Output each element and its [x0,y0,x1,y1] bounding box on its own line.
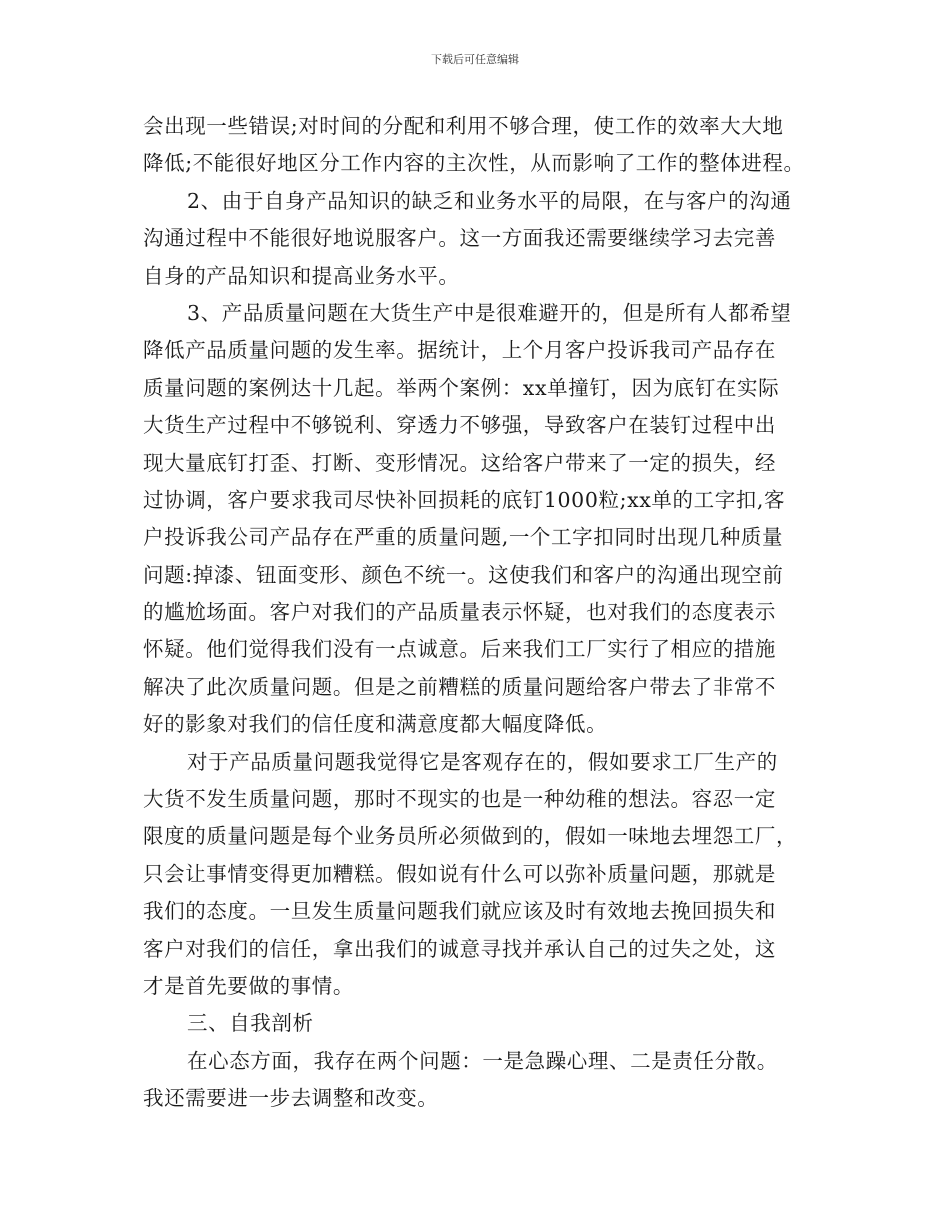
text-line: 大货生产过程中不够锐利、穿透力不够强，导致客户在装钉过程中出 [143,413,776,438]
text-line: 对于产品质量问题我觉得它是客观存在的，假如要求工厂生产的 [187,749,778,774]
text-line: 的尴尬场面。客户对我们的产品质量表示怀疑，也对我们的态度表示 [143,600,776,625]
text-line: 过协调，客户要求我司尽快补回损耗的底钉1000粒;xx单的工字扣,客 [143,487,786,512]
text-line: 好的影象对我们的信任度和满意度都大幅度降低。 [143,712,608,737]
page-header: 下载后可任意编辑 [431,53,519,66]
text-line: 会出现一些错误;对时间的分配和利用不够合理，使工作的效率大大地 [143,114,784,138]
text-line: 降低;不能很好地区分工作内容的主次性，从而影响了工作的整体进程。 [143,151,805,176]
text-line: 客户对我们的信任，拿出我们的诚意寻找并承认自己的过失之处，这 [143,936,776,961]
text-line: 沟通过程中不能很好地说服客户。这一方面我还需要继续学习去完善 [143,226,776,251]
text-line: 我还需要进一步去调整和改变。 [143,1086,439,1111]
text-line: 解决了此次质量问题。但是之前糟糕的质量问题给客户带去了非常不 [143,674,776,699]
text-line: 才是首先要做的事情。 [143,973,354,998]
text-line: 问题:掉漆、钮面变形、颜色不统一。这使我们和客户的沟通出现空前 [143,562,784,587]
text-line: 只会让事情变得更加糟糕。假如说有什么可以弥补质量问题，那就是 [143,861,776,886]
text-line: 在心态方面，我存在两个问题：一是急躁心理、二是责任分散。 [187,1048,778,1073]
text-line: 质量问题的案例达十几起。举两个案例：xx单撞钉，因为底钉在实际 [143,375,780,400]
text-line: 怀疑。他们觉得我们没有一点诚意。后来我们工厂实行了相应的措施 [143,637,776,662]
text-line: 户投诉我公司产品存在严重的质量问题,一个工字扣同时出现几种质量 [143,525,784,550]
text-line: 大货不发生质量问题，那时不现实的也是一种幼稚的想法。容忍一定 [143,787,776,812]
text-line: 现大量底钉打歪、打断、变形情况。这给客户带来了一定的损失，经 [143,450,776,475]
text-line: 三、自我剖析 [187,1011,314,1036]
text-line: 限度的质量问题是每个业务员所必须做到的，假如一味地去埋怨工厂， [143,824,798,849]
text-line: 自身的产品知识和提高业务水平。 [143,263,460,288]
text-line: 2、由于自身产品知识的缺乏和业务水平的局限，在与客户的沟通 [187,188,792,213]
text-line: 3、产品质量问题在大货生产中是很难避开的，但是所有人都希望 [187,300,792,325]
text-line: 我们的态度。一旦发生质量问题我们就应该及时有效地去挽回损失和 [143,899,776,924]
text-line: 降低产品质量问题的发生率。据统计，上个月客户投诉我司产品存在 [143,338,776,363]
document-body [143,108,808,1118]
